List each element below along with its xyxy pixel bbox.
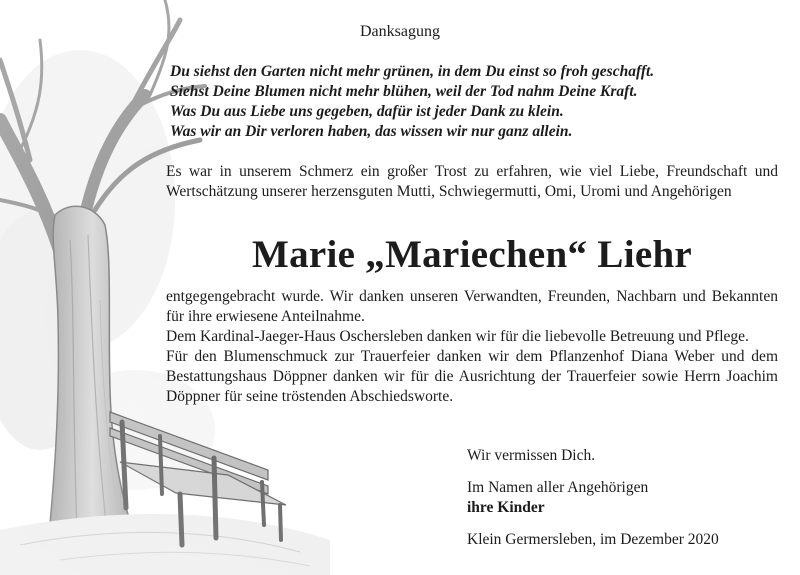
thanks-paragraph: Für den Blumenschmuck zur Trauerfeier danken wir dem Pflanzenhof Diana Weber und dem Bestattungshaus Döppner danken wir für die Ausrichtung der Trauerfeier sowie Herrn Joachim Döppner für seine tröstenden Abschiedsworte. (166, 348, 778, 405)
deceased-name: Marie „Mariechen“ Liehr (251, 233, 693, 276)
closing-line: Wir vermissen Dich. (467, 447, 596, 464)
place-and-date: Klein Germersleben, im Dezember 2020 (467, 531, 719, 548)
thanks-text (166, 287, 778, 407)
poem-line: Du siehst den Garten nicht mehr grünen, in dem Du einst so froh geschafft. (170, 63, 655, 80)
intro-paragraph: Es war in unserem Schmerz ein großer Trost zu erfahren, wie viel Liebe, Freundschaft und Wertschätzung unserer herzensguten Mutti, Schwiegermutti, Omi, Uromi und Angehörigen (166, 163, 778, 200)
poem-line: Was Du aus Liebe uns gegeben, dafür ist jeder Dank zu klein. (170, 103, 564, 120)
thanks-paragraph: entgegengebracht wurde. Wir danken unseren Verwandten, Freunden, Nachbarn und Bekannten für ihre erwiesene Anteilnahme. (166, 288, 778, 325)
poem (170, 62, 654, 142)
thanks-paragraph: Dem Kardinal-Jaeger-Haus Oschersleben danken wir für die liebevolle Betreuung und Pflege. (166, 328, 749, 345)
on-behalf-line: Im Namen aller Angehörigen (467, 479, 649, 496)
poem-line: Was wir an Dir verloren haben, das wissen wir nur ganz allein. (170, 123, 573, 140)
page-title: Danksagung (360, 23, 440, 40)
poem-line: Siehst Deine Blumen nicht mehr blühen, weil der Tod nahm Deine Kraft. (170, 83, 638, 100)
signatories: ihre Kinder (467, 499, 545, 516)
signature-block (467, 446, 719, 550)
